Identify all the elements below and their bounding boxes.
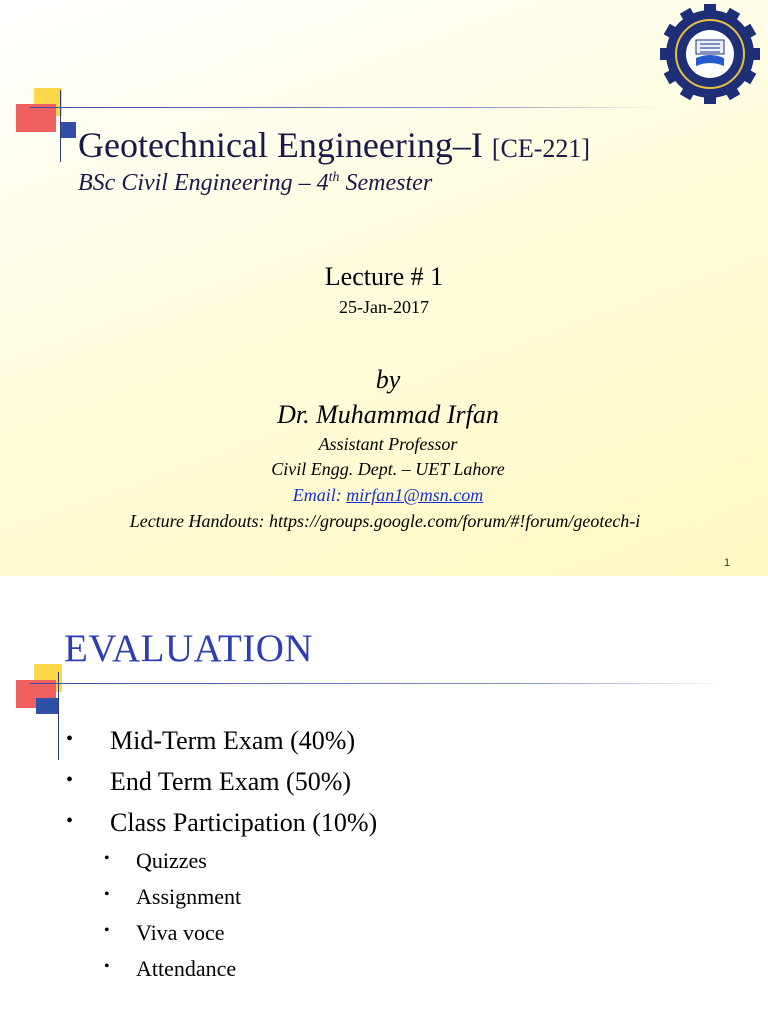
deco-square-red <box>16 104 56 132</box>
author-department: Civil Engg. Dept. – UET Lahore <box>271 459 505 479</box>
sublist-item-label: Assignment <box>136 884 242 909</box>
bullet-icon: • <box>104 922 110 939</box>
email-line <box>0 485 768 506</box>
subtitle-sup: th <box>328 170 340 185</box>
course-title: Geotechnical Engineering–I <box>78 125 483 165</box>
bullet-icon: • <box>66 810 74 832</box>
bullet-icon: • <box>66 769 74 791</box>
deco-horizontal-line <box>30 683 730 684</box>
list-item <box>66 726 377 767</box>
list-item <box>66 808 377 849</box>
list-item-label: End Term Exam (50%) <box>110 767 352 796</box>
participation-sublist <box>104 848 241 992</box>
course-code: [CE-221] <box>491 134 591 163</box>
bullet-icon: • <box>66 728 74 750</box>
list-item <box>104 956 241 992</box>
list-item <box>104 884 241 920</box>
page-number: 1 <box>724 557 731 569</box>
deco-square-blue <box>60 122 76 138</box>
list-item <box>66 767 377 808</box>
lecture-handouts: Lecture Handouts: https://groups.google.com/forum/#!forum/geotech-i <box>129 511 641 531</box>
deco-square-blue <box>36 698 58 714</box>
email-link[interactable]: mirfan1@msn.com <box>346 485 484 505</box>
bullet-icon: • <box>104 958 110 975</box>
evaluation-list <box>66 726 377 849</box>
deco-vertical-line <box>60 90 61 162</box>
evaluation-title: EVALUATION <box>64 627 314 670</box>
bullet-icon: • <box>104 850 110 867</box>
bullet-icon: • <box>104 886 110 903</box>
university-logo-icon <box>656 4 764 104</box>
slide-title <box>78 124 590 166</box>
list-item <box>104 920 241 956</box>
sublist-item-label: Viva voce <box>136 920 225 945</box>
deco-vertical-line <box>58 672 59 760</box>
subtitle-semester: Semester <box>339 170 433 196</box>
deco-horizontal-line <box>30 107 660 108</box>
slide-subtitle <box>78 170 432 197</box>
lecture-number: Lecture # 1 <box>324 262 444 291</box>
slide-2 <box>0 576 768 1024</box>
lecture-date: 25-Jan-2017 <box>339 297 429 317</box>
list-item-label: Mid-Term Exam (40%) <box>110 726 356 755</box>
author-name: Dr. Muhammad Irfan <box>277 400 499 429</box>
email-label: Email: <box>292 485 347 505</box>
list-item <box>104 848 241 884</box>
author-position: Assistant Professor <box>318 434 458 454</box>
sublist-item-label: Quizzes <box>136 848 207 873</box>
by-label: by <box>375 365 401 394</box>
sublist-item-label: Attendance <box>136 956 237 981</box>
list-item-label: Class Participation (10%) <box>110 808 378 837</box>
subtitle-program: BSc Civil Engineering – 4 <box>78 170 329 196</box>
